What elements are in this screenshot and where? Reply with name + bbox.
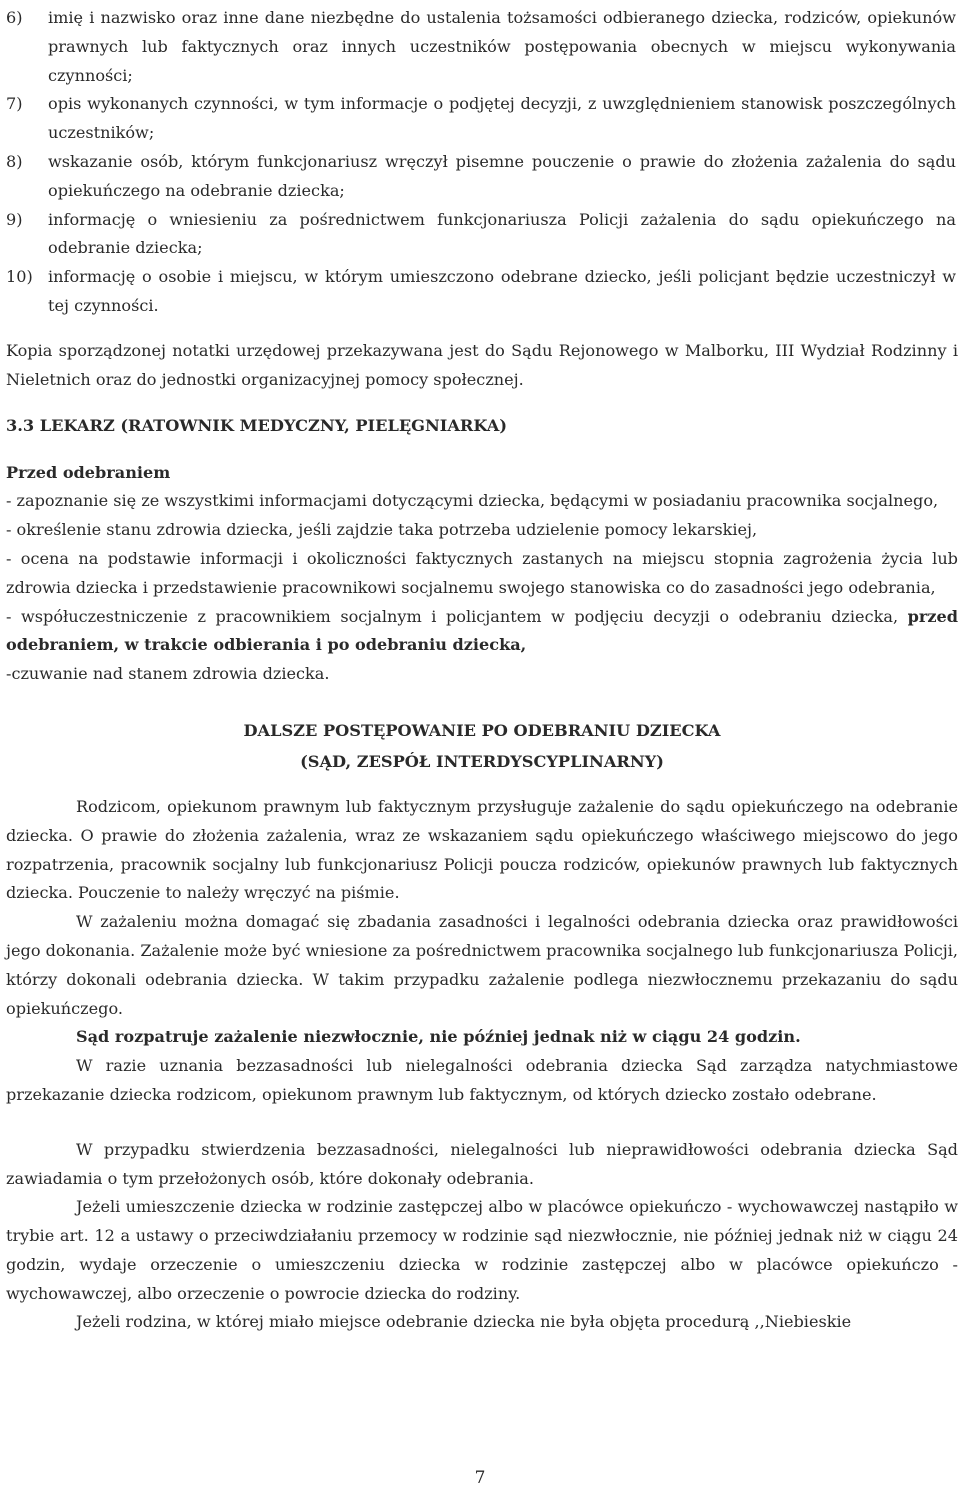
before-item-bold-text: przed odebraniem, w trakcie odbierania i po odebraniu dziecka, (6, 606, 958, 655)
list-item (6, 4, 958, 90)
list-item (6, 263, 958, 321)
before-item: - określenie stanu zdrowia dziecka, jeśli zajdzie taka potrzeba udzielenie pomocy lekarskiej, (6, 520, 758, 540)
list-item-text: opis wykonanych czynności, w tym informacje o podjętej decyzji, z uwzględnieniem stanowisk poszczególnych uczestników; (48, 94, 956, 143)
before-item-text: - współuczestniczenie z pracownikiem socjalnym i policjantem w podjęciu decyzji o odebraniu dziecka, (6, 606, 908, 626)
list-item (6, 90, 958, 148)
before-item: - ocena na podstawie informacji i okoliczności faktycznych zastanych na miejscu stopnia zagrożenia życia lub zdrowia dziecka i przedstawienie pracownikowi socjalnemu swojego stanowiska co do zasadności jego odebrania, (6, 548, 958, 597)
section-heading: 3.3 LEKARZ (RATOWNIK MEDYCZNY, PIELĘGNIARKA) (6, 416, 508, 436)
list-item-text: informację o osobie i miejscu, w którym umieszczono odebrane dziecko, jeśli policjant będzie uczestniczył w tej czynności. (48, 267, 956, 315)
copy-note: Kopia sporządzonej notatki urzędowej przekazywana jest do Sądu Rejonowego w Malborku, III Wydział Rodzinny i Nieletnich oraz do jednostki organizacyjnej pomocy społecznej. (6, 340, 958, 389)
numbered-list (6, 4, 958, 321)
list-item-number: 9) (6, 209, 23, 229)
paragraph: Jeżeli rodzina, w której miało miejsce odebranie dziecka nie była objęta procedurą ,,Niebieskie (76, 1312, 852, 1332)
list-item-number: 10) (6, 267, 33, 287)
further-heading-line1: DALSZE POSTĘPOWANIE PO ODEBRANIU DZIECKA (243, 720, 721, 740)
paragraph: W razie uznania bezzasadności lub nielegalności odebrania dziecka Sąd zarządza natychmiastowe przekazanie dziecka rodzicom, opiekunom prawnym lub faktycznym, od których dziecko zostało odebrane. (6, 1056, 958, 1104)
list-item-number: 6) (6, 8, 23, 27)
paragraph: Rodzicom, opiekunom prawnym lub faktycznym przysługuje zażalenie do sądu opiekuńczego na odebranie dziecka. O prawie do złożenia zażalenia, wraz ze wskazaniem sądu opiekuńczego właściwego miejscowo do jego rozpatrzenia, pracownik socjalny lub funkcjonariusz Policji poucza rodziców, opiekunów prawnych lub faktycznych dziecka. Pouczenie to należy wręczyć na piśmie. (6, 796, 958, 903)
list-item-text: informację o wniesieniu za pośrednictwem funkcjonariusza Policji zażalenia do sądu opiekuńczego na odebranie dziecka; (48, 209, 956, 258)
list-item (6, 206, 958, 264)
paragraph: W zażaleniu można domagać się zbadania zasadności i legalności odebrania dziecka oraz prawidłowości jego dokonania. Zażalenie może być wniesione za pośrednictwem pracownika socjalnego lub funkcjonariusza Policji, którzy dokonali odebrania dziecka. W takim przypadku zażalenie podlega niezwłocznemu przekazaniu do sądu opiekuńczego. (6, 912, 958, 1018)
list-item-text: wskazanie osób, którym funkcjonariusz wręczył pisemne pouczenie o prawie do złożenia zażalenia do sądu opiekuńczego na odebranie dziecka; (48, 151, 956, 200)
further-heading-line2: (SĄD, ZESPÓŁ INTERDYSCYPLINARNY) (300, 751, 664, 771)
list-item-number: 8) (6, 151, 23, 171)
document-page (6, 4, 958, 1337)
list-item-text: imię i nazwisko oraz inne dane niezbędne do ustalenia tożsamości odbieranego dziecka, rodziców, opiekunów prawnych lub faktycznych oraz innych uczestników postępowania obecnych w miejscu wykonywania czynności; (48, 8, 956, 85)
before-item: - zapoznanie się ze wszystkimi informacjami dotyczącymi dziecka, będącymi w posiadaniu pracownika socjalnego, (6, 491, 939, 511)
list-item-number: 7) (6, 94, 23, 114)
page-number: 7 (474, 1468, 486, 1488)
before-heading: Przed odebraniem (6, 463, 171, 483)
before-item (6, 603, 958, 661)
paragraph: W przypadku stwierdzenia bezzasadności, nielegalności lub nieprawidłowości odebrania dziecka Sąd zawiadamia o tym przełożonych osób, które dokonały odebrania. (6, 1139, 958, 1188)
before-item: -czuwanie nad stanem zdrowia dziecka. (6, 664, 330, 684)
paragraph-bold: Sąd rozpatruje zażalenie niezwłocznie, nie później jednak niż w ciągu 24 godzin. (76, 1027, 801, 1047)
paragraph: Jeżeli umieszczenie dziecka w rodzinie zastępczej albo w placówce opiekuńczo - wychowawczej nastąpiło w trybie art. 12 a ustawy o przeciwdziałaniu przemocy w rodzinie sąd niezwłocznie, nie później jednak niż w ciągu 24 godzin, wydaje orzeczenie o umieszczeniu dziecka w rodzinie zastępczej albo w placówce opiekuńczo - wychowawczej, albo orzeczenie o powrocie dziecka do rodziny. (6, 1197, 958, 1303)
list-item (6, 148, 958, 206)
before-list (6, 487, 958, 689)
